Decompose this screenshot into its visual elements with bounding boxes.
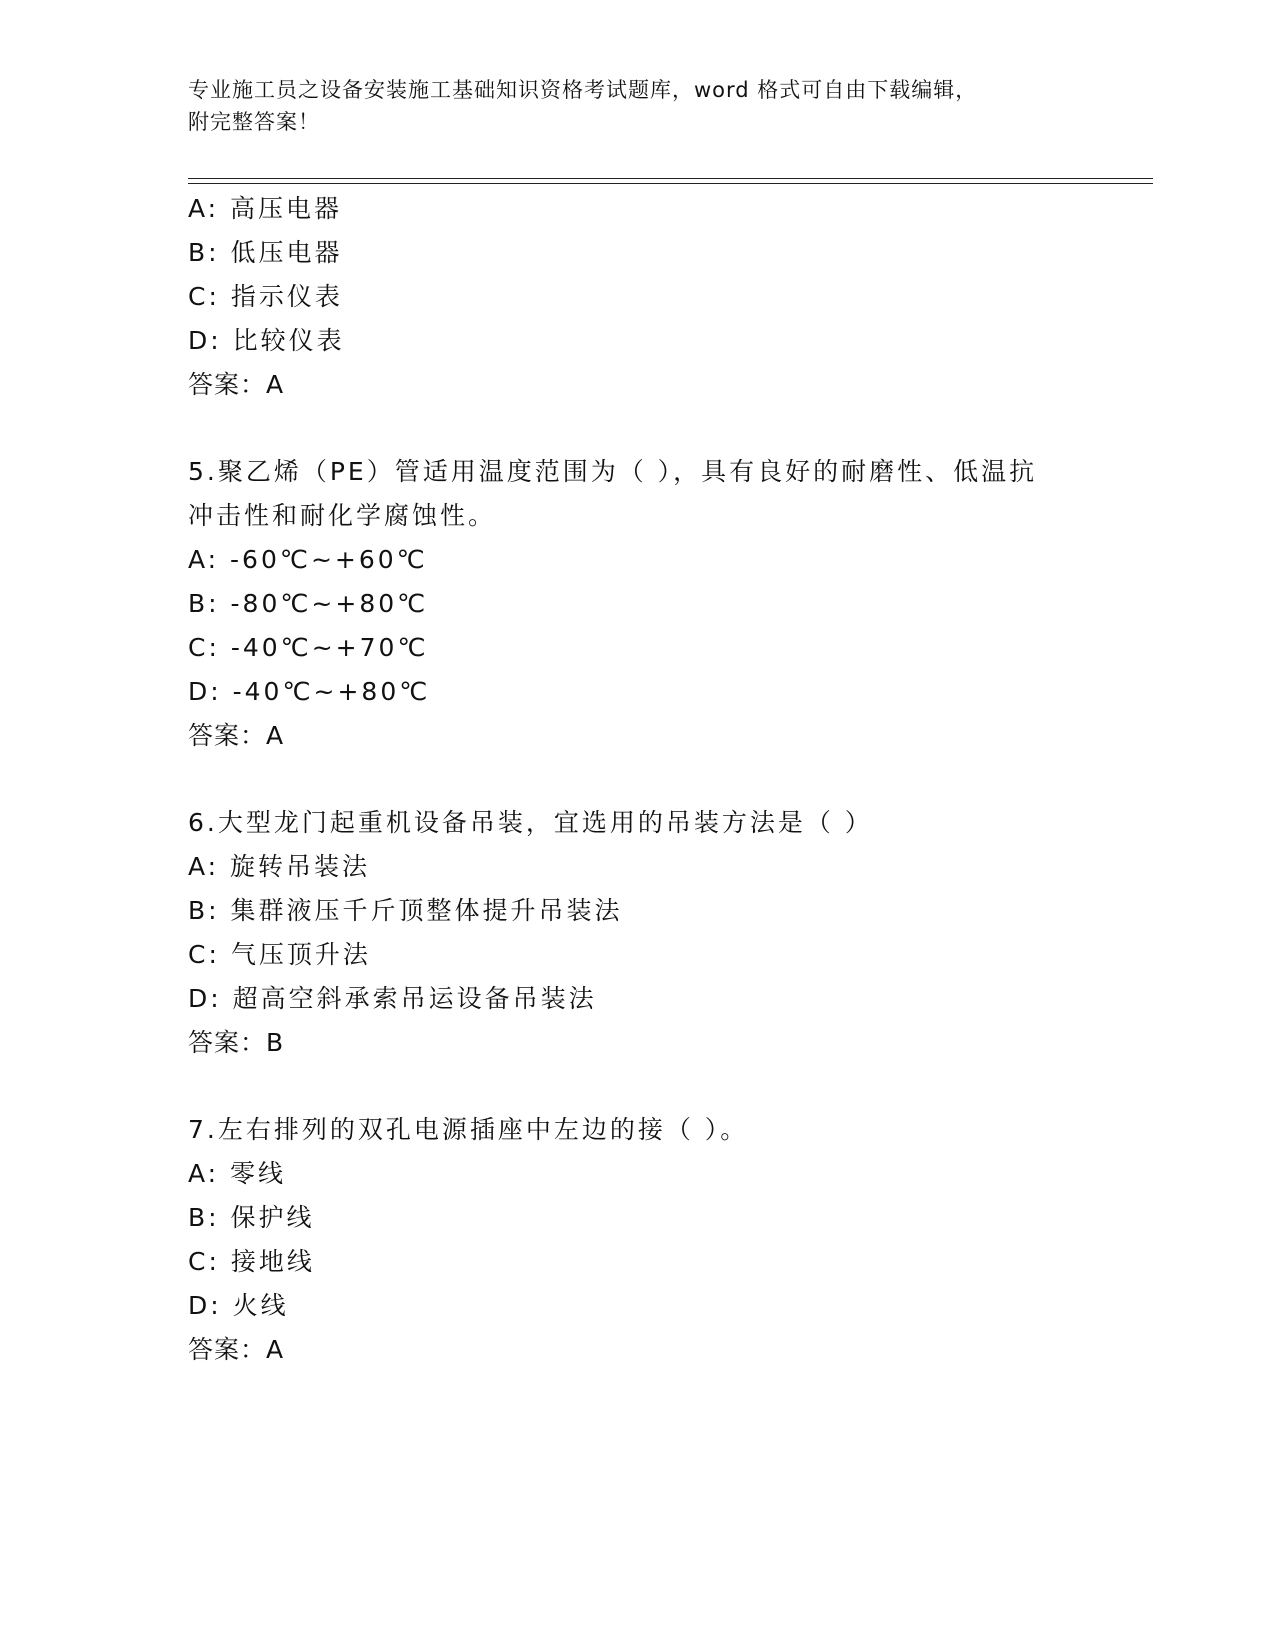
q7-answer: 答案：A [188, 1335, 285, 1364]
q-prev-option-b: B: 低压电器 [188, 238, 343, 267]
q7-stem: 7.左右排列的双孔电源插座中左边的接（ ）。 [188, 1115, 749, 1144]
q5-stem-line-2: 冲击性和耐化学腐蚀性。 [188, 501, 497, 530]
q6-option-c: C: 气压顶升法 [188, 940, 371, 969]
header-line-2: 附完整答案！ [188, 110, 320, 134]
q7-option-c: C: 接地线 [188, 1247, 315, 1276]
q5-option-d: D: -40℃~+80℃ [188, 677, 431, 706]
header-divider-top [188, 178, 1153, 179]
q6-answer: 答案：B [188, 1028, 285, 1057]
q-prev-option-a: A: 高压电器 [188, 194, 343, 223]
q7-option-d: D: 火线 [188, 1291, 289, 1320]
q6-option-d: D: 超高空斜承索吊运设备吊装法 [188, 984, 597, 1013]
q6-option-a: A: 旋转吊装法 [188, 852, 371, 881]
q5-option-c: C: -40℃~+70℃ [188, 633, 429, 662]
q7-option-b: B: 保护线 [188, 1203, 315, 1232]
q7-option-a: A: 零线 [188, 1159, 287, 1188]
q-prev-option-d: D: 比较仪表 [188, 326, 345, 355]
q5-option-a: A: -60℃~+60℃ [188, 545, 428, 574]
document-header [188, 74, 1088, 138]
q-prev-option-c: C: 指示仪表 [188, 282, 343, 311]
header-line-1: 专业施工员之设备安装施工基础知识资格考试题库，word 格式可自由下载编辑， [188, 78, 978, 102]
q5-answer: 答案：A [188, 721, 285, 750]
header-divider-bottom [188, 183, 1153, 184]
q-prev-answer: 答案：A [188, 370, 285, 399]
q6-option-b: B: 集群液压千斤顶整体提升吊装法 [188, 896, 623, 925]
q6-stem: 6.大型龙门起重机设备吊装，宜选用的吊装方法是（ ） [188, 808, 873, 837]
q5-option-b: B: -80℃~+80℃ [188, 589, 429, 618]
q5-stem-line-1: 5.聚乙烯（PE）管适用温度范围为（ ），具有良好的耐磨性、低温抗 [188, 457, 1038, 486]
